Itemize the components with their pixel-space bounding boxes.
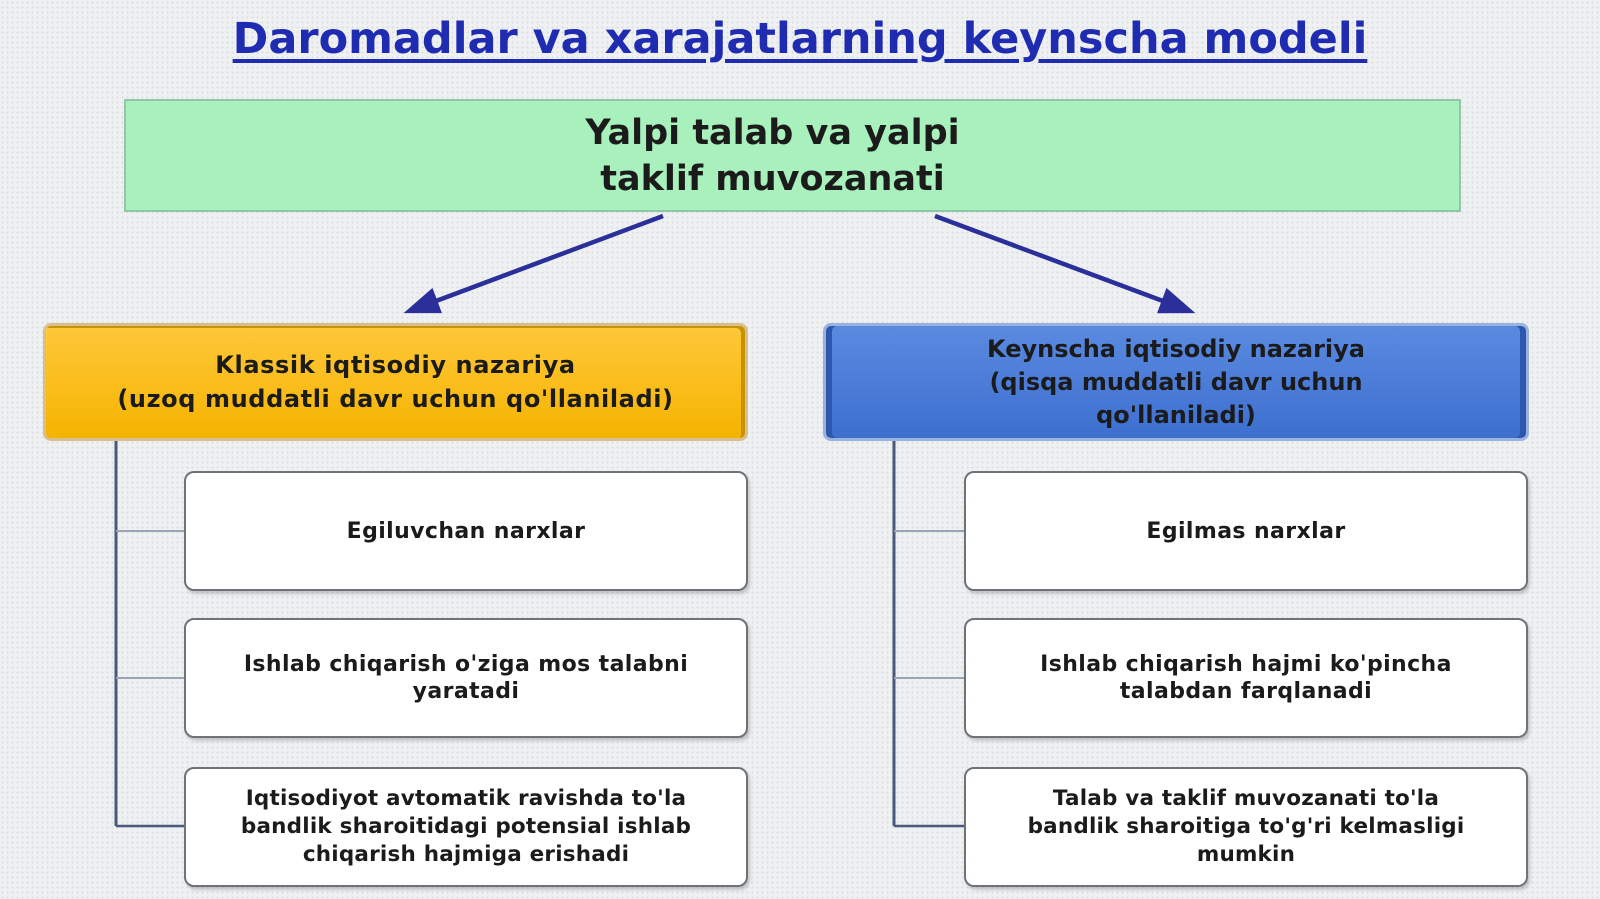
keynesian-item-sticky-prices: Egilmas narxlar xyxy=(964,471,1528,591)
classic-item-supply-creates-demand: Ishlab chiqarish o'ziga mos talabni yaratadi xyxy=(184,618,748,738)
diagram-title: Daromadlar va xarajatlarning keynscha modeli xyxy=(232,14,1368,64)
classic-item-flexible-prices: Egiluvchan narxlar xyxy=(184,471,748,591)
keynesian-item-equilibrium-mismatch: Talab va taklif muvozanati to'la bandlik sharoitiga to'g'ri kelmasligi mumkin xyxy=(964,767,1528,887)
root-box xyxy=(124,99,1461,212)
classic-theory-box: Klassik iqtisodiy nazariya (uzoq muddatli davr uchun qo'llaniladi) xyxy=(43,323,748,441)
root-label: Yalpi talab va yalpi taklif muvozanati xyxy=(585,112,960,199)
keynesian-item-output-differs: Ishlab chiqarish hajmi ko'pincha talabdan farqlanadi xyxy=(964,618,1528,738)
arrow-to-classic xyxy=(412,216,663,310)
keynesian-theory-box: Keynscha iqtisodiy nazariya (qisqa muddatli davr uchun qo'llaniladi) xyxy=(823,323,1529,441)
classic-item-full-employment: Iqtisodiyot avtomatik ravishda to'la bandlik sharoitidagi potensial ishlab chiqarish hajmiga erishadi xyxy=(184,767,748,887)
arrow-to-keynesian xyxy=(935,216,1187,310)
